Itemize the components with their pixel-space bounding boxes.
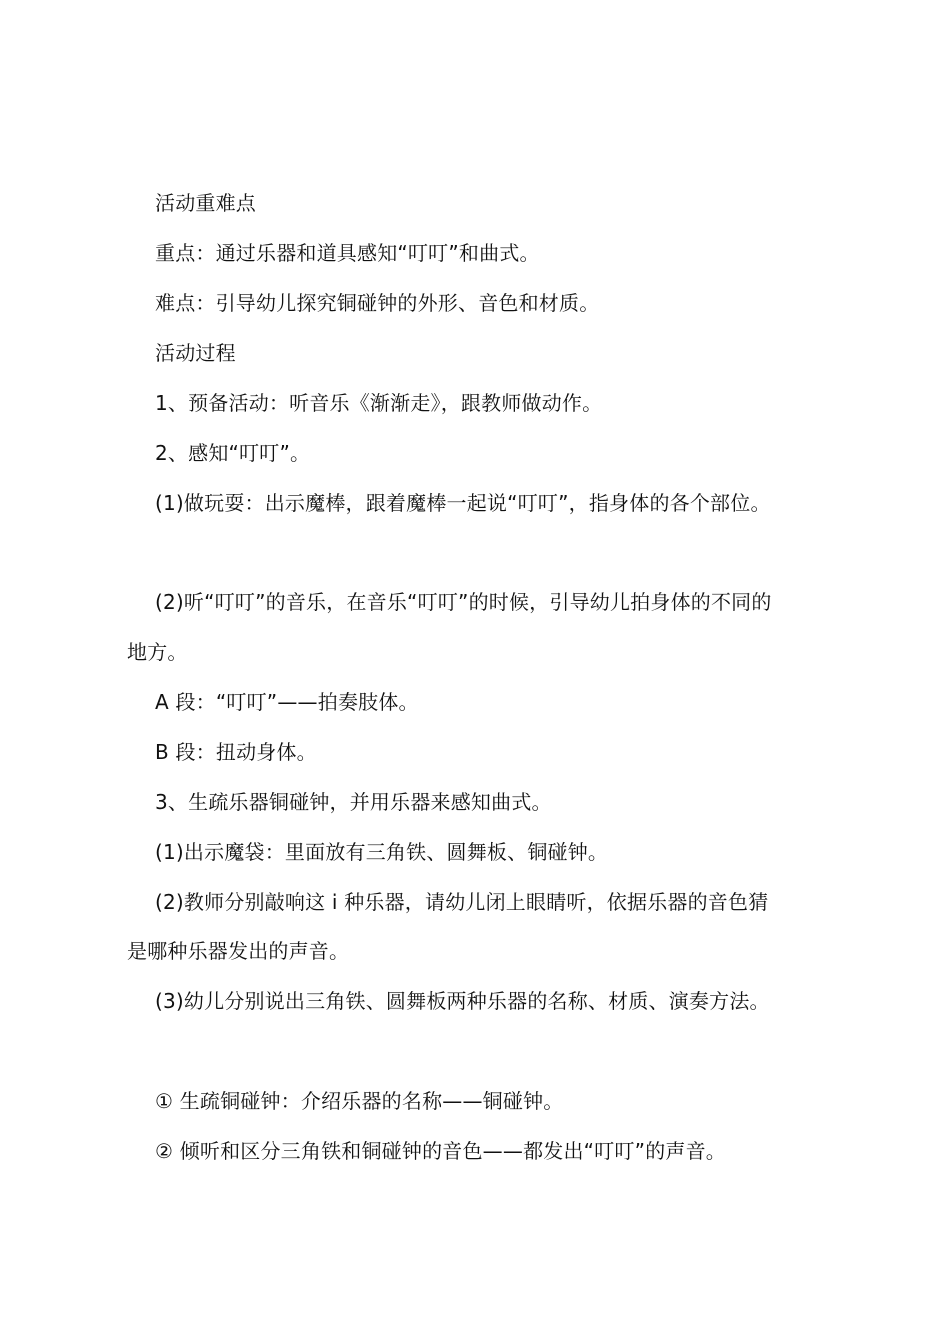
paragraph-section-a: A 段：“叮叮”——拍奏肢体。: [155, 690, 419, 714]
paragraph-focus: 重点：通过乐器和道具感知“叮叮”和曲式。: [155, 241, 540, 265]
paragraph-difficulty: 难点：引导幼儿探究铜碰钟的外形、音色和材质。: [155, 291, 600, 315]
paragraph-step-2-1: (1)做玩耍：出示魔棒，跟着魔棒一起说“叮叮”，指身体的各个部位。: [155, 491, 771, 515]
paragraph-step-2: 2、感知“叮叮”。: [155, 441, 311, 465]
paragraph-step-3-1: (1)出示魔袋：里面放有三角铁、圆舞板、铜碰钟。: [155, 840, 609, 864]
paragraph-step-3-2: (2)教师分别敲响这 i 种乐器，请幼儿闭上眼睛听，依据乐器的音色猜: [155, 890, 769, 914]
paragraph-step-2-2: (2)听“叮叮”的音乐，在音乐“叮叮”的时候，引导幼儿拍身体的不同的: [155, 590, 772, 614]
paragraph-section-b: B 段：扭动身体。: [155, 740, 317, 764]
paragraph-circle-1: ① 生疏铜碰钟：介绍乐器的名称——铜碰钟。: [155, 1089, 564, 1113]
paragraph-step-1: 1、预备活动：听音乐《渐渐走》，跟教师做动作。: [155, 391, 603, 415]
paragraph-circle-2: ② 倾听和区分三角铁和铜碰钟的音色——都发出“叮叮”的声音。: [155, 1139, 727, 1163]
heading-key-points: 活动重难点: [155, 191, 256, 215]
heading-activity-process: 活动过程: [155, 341, 236, 365]
paragraph-step-3-2-cont: 是哪种乐器发出的声音。: [127, 939, 350, 963]
paragraph-step-3-3: (3)幼儿分别说出三角铁、圆舞板两种乐器的名称、材质、演奏方法。: [155, 989, 770, 1013]
paragraph-step-3: 3、生疏乐器铜碰钟，并用乐器来感知曲式。: [155, 790, 552, 814]
paragraph-step-2-2-cont: 地方。: [127, 640, 188, 664]
